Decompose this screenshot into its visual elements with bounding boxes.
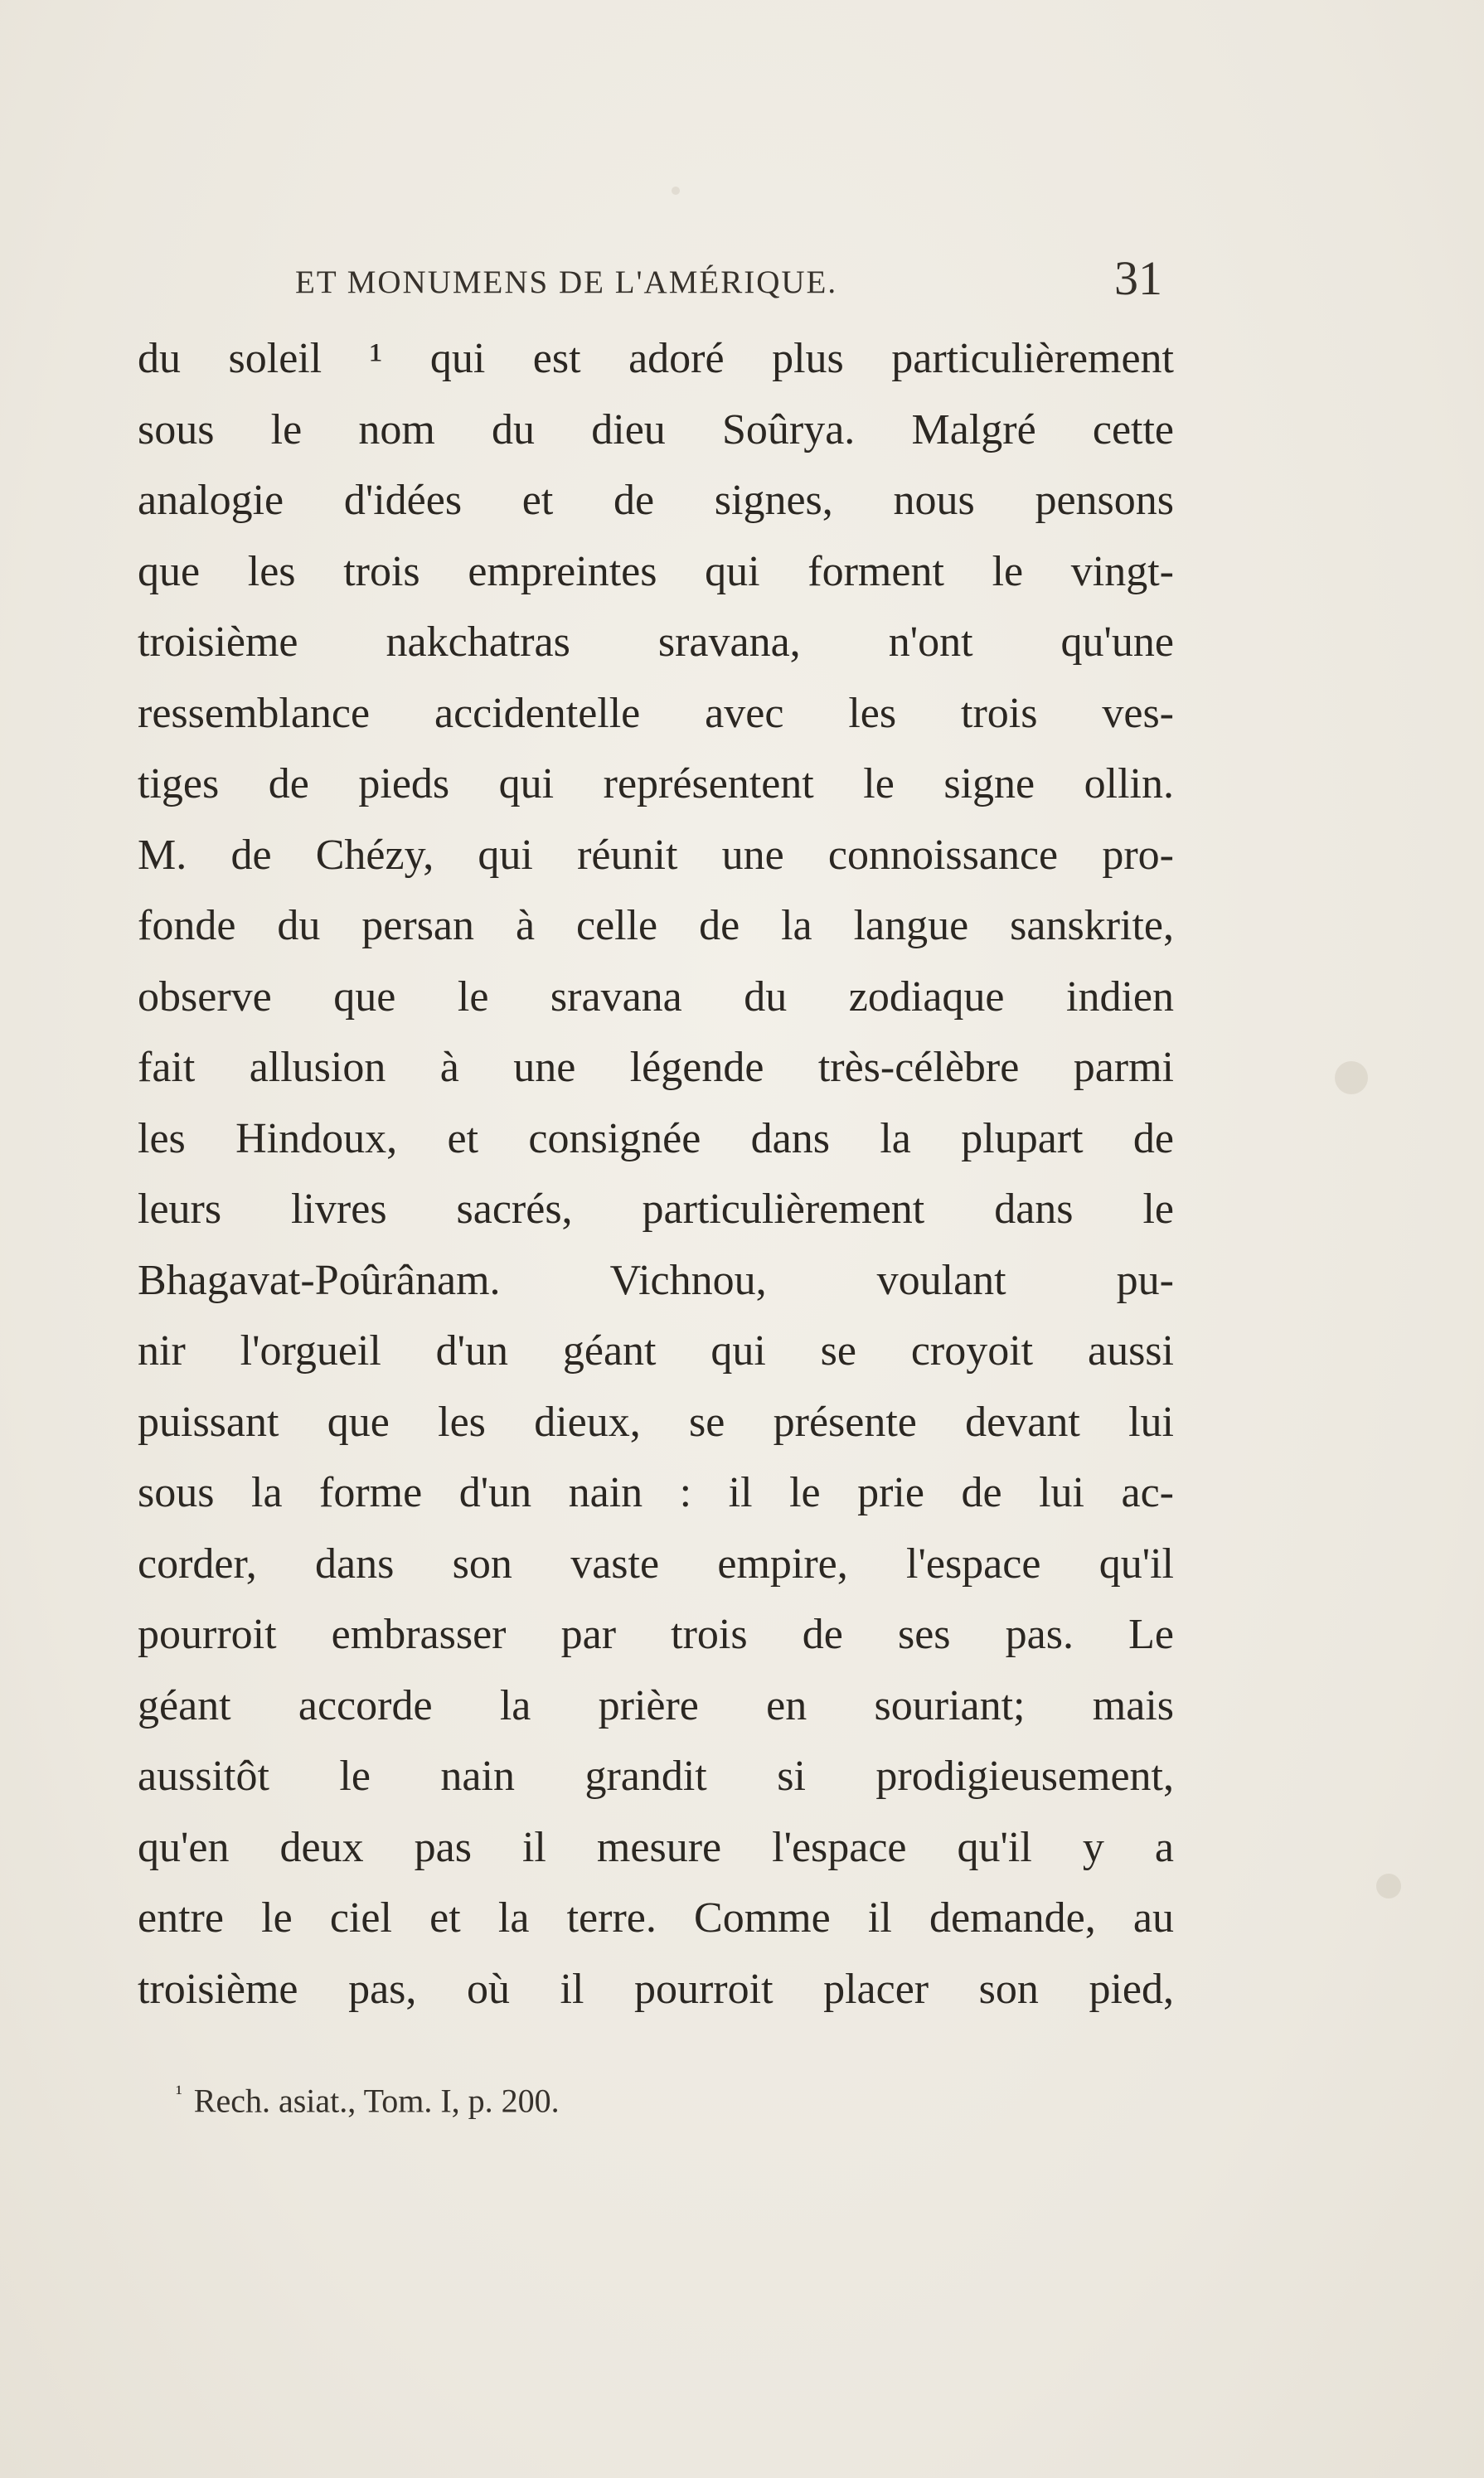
text-line: entre le ciel et la terre. Comme il demande, au [138, 1894, 1174, 1942]
text-line: observe que le sravana du zodiaque indien [138, 972, 1174, 1021]
text-line: qu'en deux pas il mesure l'espace qu'il y a [138, 1823, 1174, 1871]
paper-stain [1335, 1061, 1368, 1094]
text-line: du soleil ¹ qui est adoré plus particulièrement [138, 335, 1174, 382]
text-line: les Hindoux, et consignée dans la plupart de [138, 1114, 1174, 1162]
text-line: troisième pas, où il pourroit placer son pied, [138, 1965, 1174, 2013]
text-line: sous la forme d'un nain : il le prie de lui ac- [138, 1469, 1174, 1516]
text-line: leurs livres sacrés, particulièrement dans le [138, 1186, 1174, 1233]
text-line: nir l'orgueil d'un géant qui se croyoit aussi [138, 1327, 1174, 1375]
paper-stain [1376, 1874, 1401, 1899]
text-line: géant accorde la prière en souriant; mais [138, 1681, 1174, 1729]
paper-stain [672, 187, 680, 195]
text-line: tiges de pieds qui représentent le signe ollin. [138, 760, 1174, 807]
page-number: 31 [1114, 251, 1162, 305]
text-line: troisième nakchatras sravana, n'ont qu'une [138, 618, 1174, 666]
text-line: pourroit embrasser par trois de ses pas. Le [138, 1611, 1174, 1658]
footnote-marker: ¹ [176, 2081, 182, 2105]
footnote-text: Rech. asiat., Tom. I, p. 200. [193, 2082, 560, 2120]
body-text [138, 323, 1174, 2025]
footnote [176, 2081, 560, 2120]
text-line: ressemblance accidentelle avec les trois ves- [138, 689, 1174, 737]
text-line: fonde du persan à celle de la langue sanskrite, [138, 902, 1174, 949]
text-line: puissant que les dieux, se présente devant lui [138, 1398, 1174, 1446]
text-line: M. de Chézy, qui réunit une connoissance pro- [138, 831, 1174, 879]
text-line: aussitôt le nain grandit si prodigieusement, [138, 1753, 1174, 1800]
text-line: fait allusion à une légende très-célèbre parmi [138, 1044, 1174, 1091]
text-line: corder, dans son vaste empire, l'espace qu'il [138, 1540, 1174, 1588]
text-line: sous le nom du dieu Soûrya. Malgré cette [138, 405, 1174, 453]
running-head: ET MONUMENS DE L'AMÉRIQUE. [295, 264, 838, 300]
text-line: que les trois empreintes qui forment le vingt- [138, 547, 1174, 595]
text-line: analogie d'idées et de signes, nous pensons [138, 477, 1174, 524]
text-line: Bhagavat-Poûrânam. Vichnou, voulant pu- [138, 1256, 1174, 1304]
